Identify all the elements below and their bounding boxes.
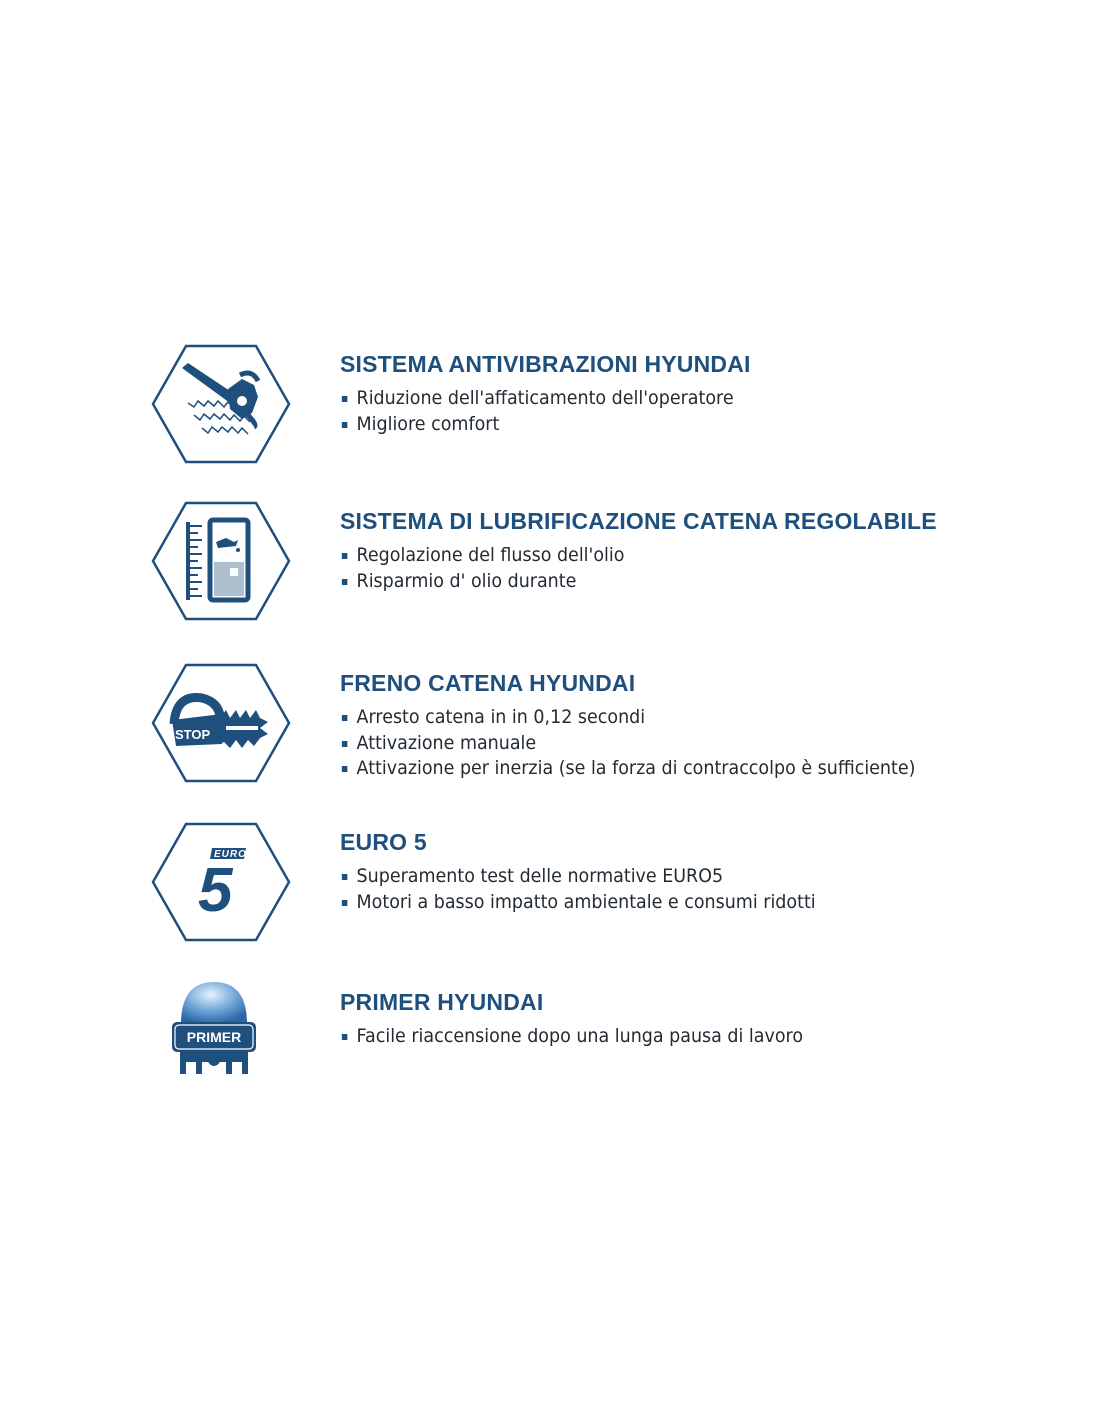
- list-item: Motori a basso impatto ambientale e consumi ridotti: [340, 890, 929, 916]
- feature-title: FRENO CATENA HYUNDAI: [340, 670, 636, 696]
- feature-title: SISTEMA ANTIVIBRAZIONI HYUNDAI: [340, 351, 751, 377]
- feature-title: SISTEMA DI LUBRIFICAZIONE CATENA REGOLABILE: [340, 508, 937, 534]
- primer-bulb-icon: [150, 978, 292, 1100]
- list-item: Attivazione per inerzia (se la forza di contraccolpo è sufficiente): [340, 756, 929, 782]
- feature-bullet-list: [340, 705, 980, 782]
- list-item: Arresto catena in in 0,12 secondi: [340, 705, 929, 731]
- primer-label: PRIMER: [186, 1029, 242, 1045]
- stop-label: STOP: [175, 727, 211, 742]
- chainsaw-vibration-icon: [150, 343, 292, 465]
- list-item: Superamento test delle normative EURO5: [340, 864, 929, 890]
- feature-primer: [150, 978, 970, 1100]
- feature-antivibration: [150, 343, 970, 465]
- feature-bullet-list: [340, 386, 980, 437]
- euro-label: EURO: [214, 849, 247, 860]
- feature-bullet-list: [340, 1024, 980, 1050]
- list-item: Risparmio d' olio durante: [340, 569, 929, 595]
- feature-lubrication: [150, 500, 970, 622]
- list-item: Regolazione del flusso dell'olio: [340, 543, 929, 569]
- oil-level-icon: [150, 500, 292, 622]
- feature-bullet-list: [340, 543, 980, 594]
- euro-number: 5: [198, 856, 233, 925]
- list-item: Riduzione dell'affaticamento dell'operatore: [340, 386, 929, 412]
- feature-euro5: [150, 821, 970, 943]
- feature-title: PRIMER HYUNDAI: [340, 989, 544, 1015]
- list-item: Migliore comfort: [340, 412, 929, 438]
- feature-bullet-list: [340, 864, 980, 915]
- list-item: Attivazione manuale: [340, 731, 929, 757]
- euro5-icon: [150, 821, 292, 943]
- list-item: Facile riaccensione dopo una lunga pausa di lavoro: [340, 1024, 929, 1050]
- feature-chain-brake: [150, 662, 970, 784]
- feature-title: EURO 5: [340, 829, 427, 855]
- chain-brake-stop-icon: [150, 662, 292, 784]
